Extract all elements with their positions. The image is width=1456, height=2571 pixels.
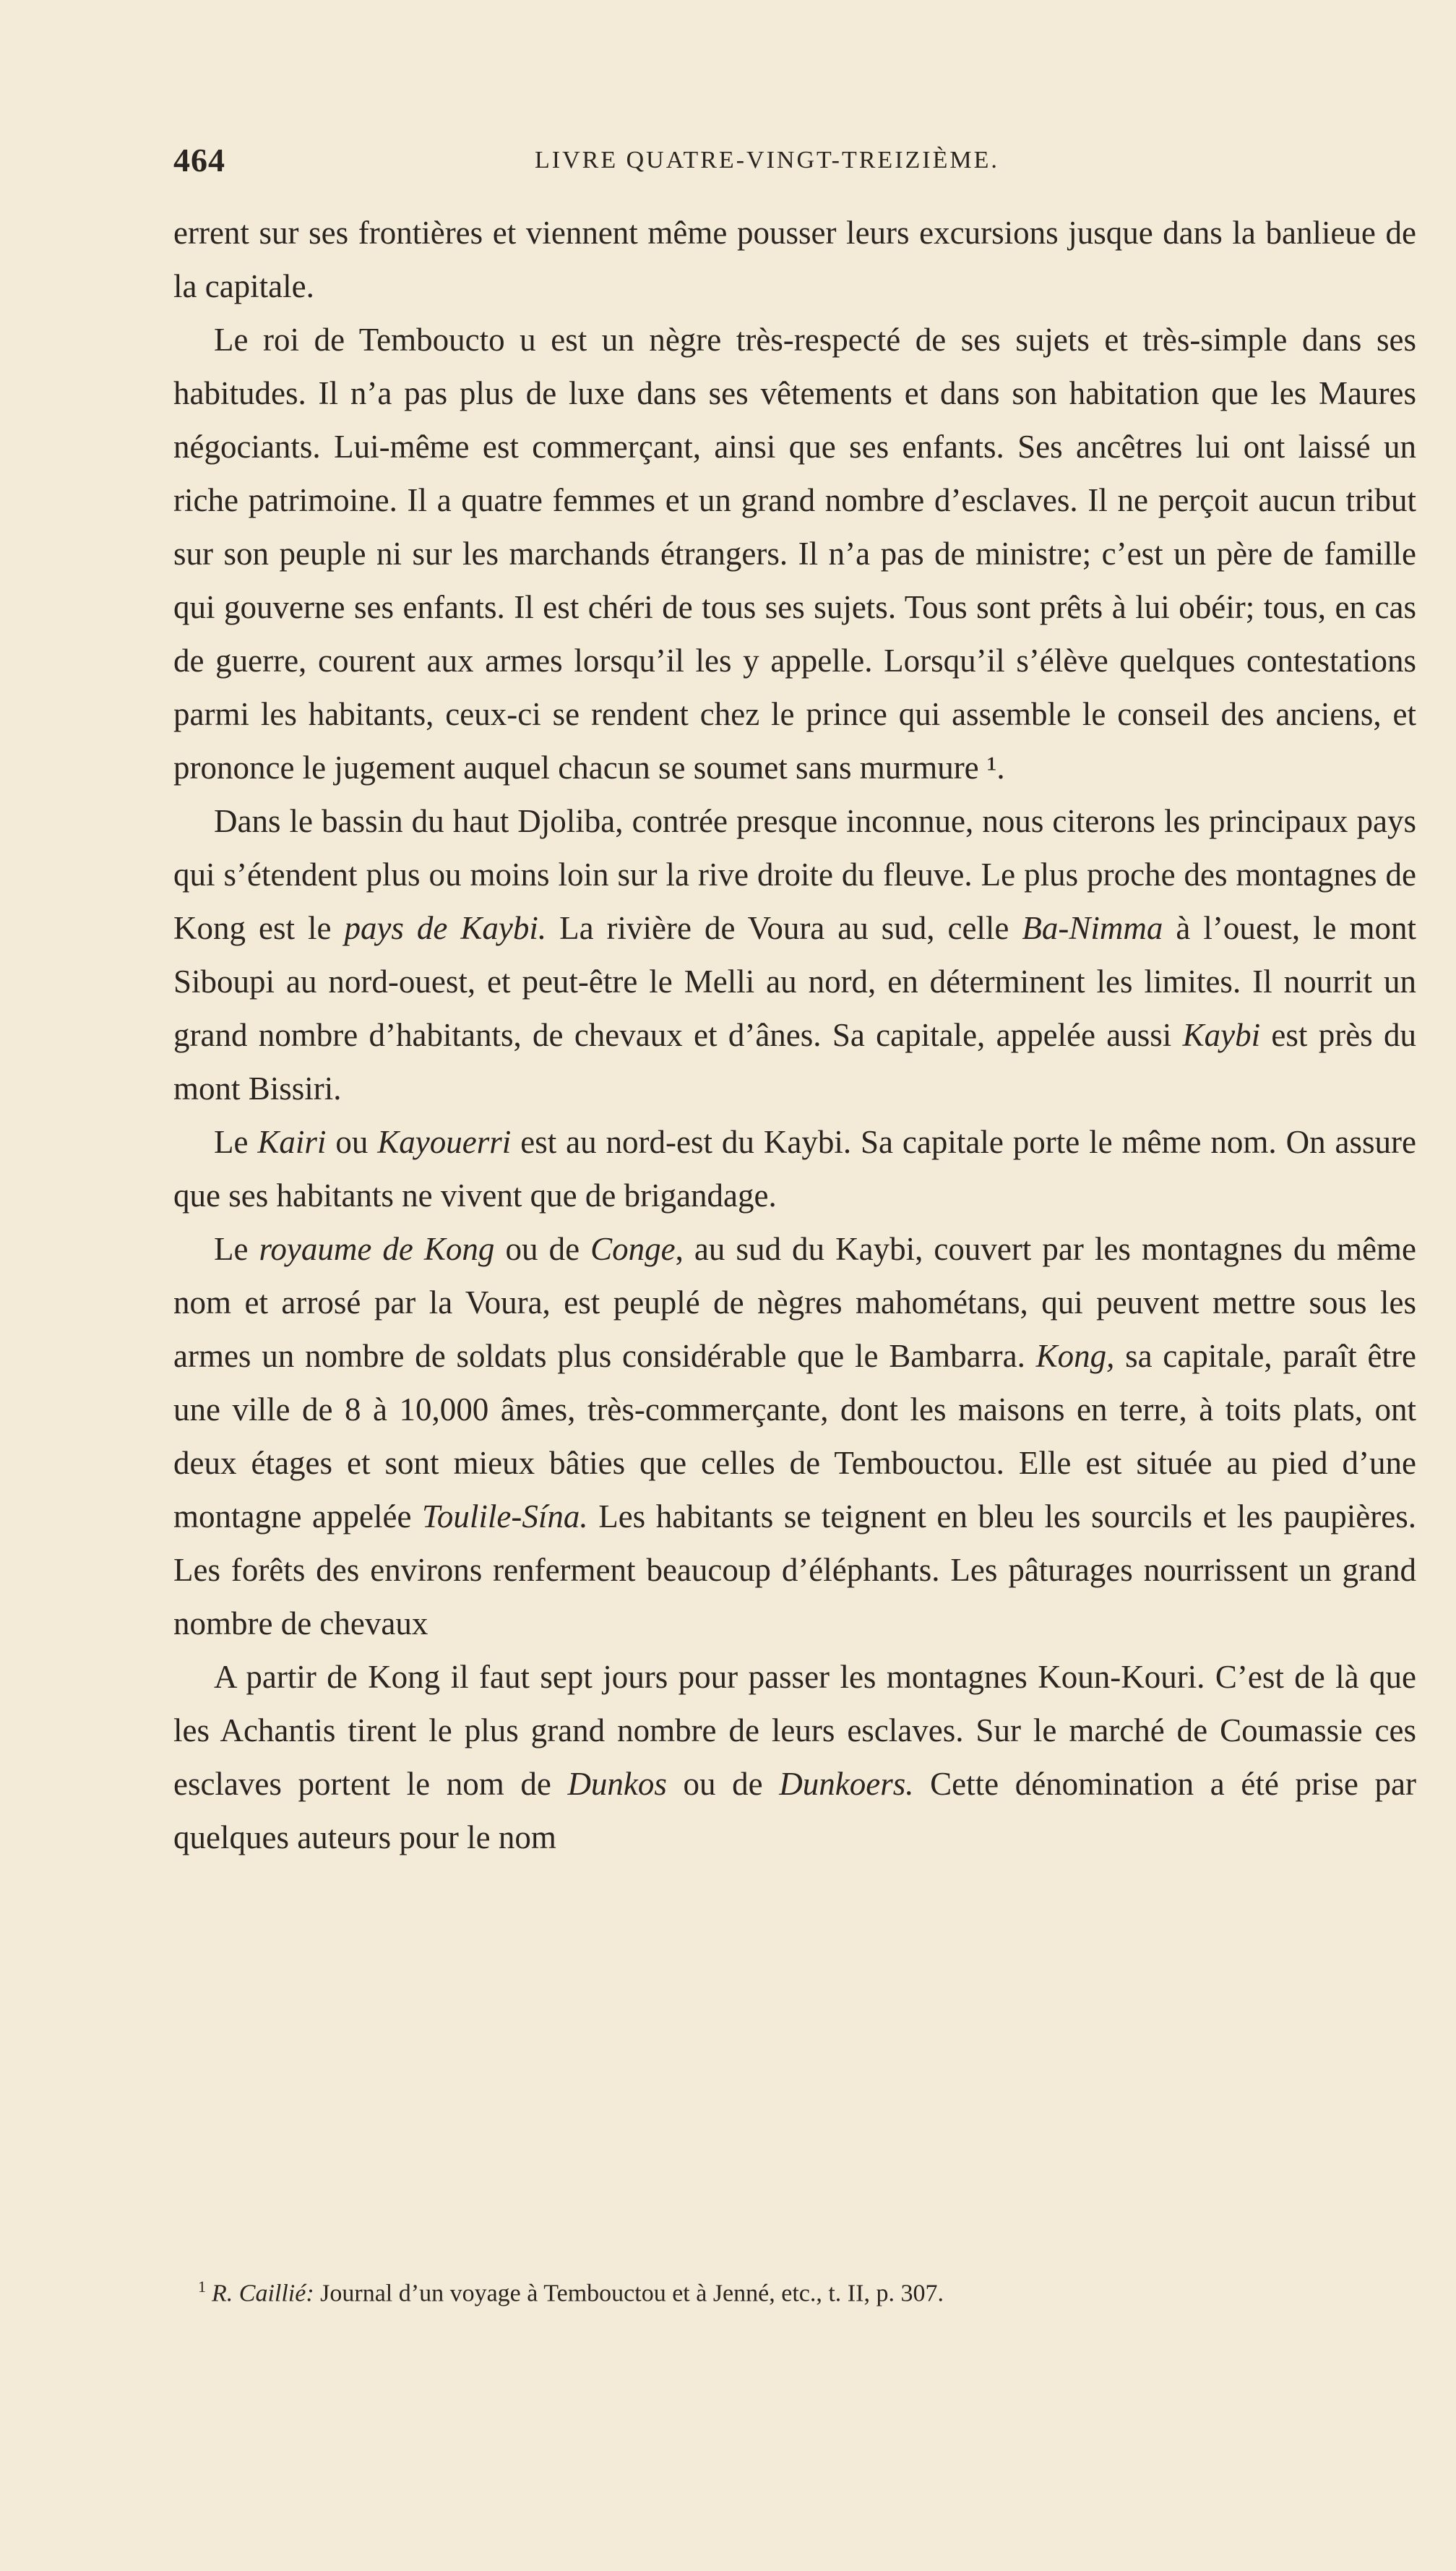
italic-term: Ba-Nimma [1022,910,1163,946]
footnote-marker: 1 [198,2278,206,2296]
italic-term: Dunkoers. [779,1766,914,1802]
paragraph-text: Le roi de Temboucto u est un nègre très-respecté de ses sujets et très-simple dans ses habitudes. Il n’a pas plus de luxe dans ses vêtements et dans son habitation que les Maures négociants. Lui-même est commerçant, ainsi que ses enfants. Ses ancêtres lui ont laissé un riche patrimoine. Il a quatre femmes et un grand nombre d’esclaves. Il ne perçoit aucun tribut sur son peuple ni sur les marchands étrangers. Il n’a pas de ministre; c’est un père de famille qui gouverne ses enfants. Il est chéri de tous ses sujets. Tous sont prêts à lui obéir; tous, en cas de guerre, courent aux armes lorsqu’il les y appelle. Lorsqu’il s’élève quelques contestations parmi les habitants, ceux-ci se rendent chez le prince qui assemble le conseil des anciens, et prononce le jugement auquel chacun se soumet sans murmure ¹. [173,322,1416,786]
paragraph-text: Dans le bassin du haut Djoliba, contrée presque inconnue, nous citerons les principaux pays qui s’étendent plus ou moins loin sur la rive droite du fleuve. Le plus proche des montagnes de Kong est le [173,803,1416,946]
paragraph-text: ou [326,1124,378,1160]
italic-term: royaume de Kong [259,1231,495,1267]
paragraph [173,313,1416,794]
paragraph-text: Le [214,1231,259,1267]
body-text [173,206,1416,1864]
paragraph-text: Cette dénomination a été prise par quelques auteurs pour le nom [173,1766,1416,1855]
paragraph-text: Le [214,1124,258,1160]
paragraph [173,206,1416,313]
paragraph-text: ou de [494,1231,591,1267]
italic-term: Kong, [1035,1338,1115,1374]
paragraph [173,794,1416,1115]
italic-term: Kaybi [1182,1017,1261,1053]
italic-term: pays de Kaybi. [344,910,547,946]
paragraph [173,1115,1416,1222]
paragraph [173,1650,1416,1864]
page-number: 464 [173,142,225,179]
paragraph-text: La rivière de Voura au sud, celle [546,910,1022,946]
paragraph-text: errent sur ses frontières et viennent même pousser leurs excursions jusque dans la banlieue de la capitale. [173,215,1416,304]
paragraph-text: est au nord-est du Kaybi. Sa capitale porte le même nom. On assure que ses habitants ne vivent que de brigandage. [173,1124,1416,1214]
paragraph-text: Les habitants se teignent en bleu les sourcils et les paupières. Les forêts des environs renferment beaucoup d’éléphants. Les pâturages nourrissent un grand nombre de chevaux [173,1498,1416,1641]
italic-term: Kayouerri [377,1124,512,1160]
paragraph-text: , au sud du Kaybi, couvert par les montagnes du même nom et arrosé par la Voura, est peuplé de nègres mahométans, qui peuvent mettre sous les armes un nombre de soldats plus considérable que le Bambarra. [173,1231,1416,1374]
running-head [173,141,1402,184]
paragraph-text: sa capitale, paraît être une ville de 8 à 10,000 âmes, très-commerçante, dont les maisons en terre, à toits plats, ont deux étages et sont mieux bâties que celles de Tembouctou. Elle est située au pied d’une montagne appelée [173,1338,1416,1535]
footnote-text: Journal d’un voyage à Tembouctou et à Jenné, etc., t. II, p. 307. [314,2280,944,2307]
paragraph-text: A partir de Kong il faut sept jours pour passer les montagnes Koun-Kouri. C’est de là que les Achantis tirent le plus grand nombre de leurs esclaves. Sur le marché de Coumassie ces esclaves portent le nom de [173,1659,1416,1802]
footnote [173,2271,1441,2309]
italic-term: Conge [590,1231,676,1267]
italic-term: Toulile-Sína. [422,1498,588,1535]
running-title: LIVRE QUATRE-VINGT-TREIZIÈME. [535,147,999,173]
paragraph-text: ou de [666,1766,780,1802]
footnote-author: R. Caillié: [212,2280,314,2307]
italic-term: Kairi [257,1124,327,1160]
paragraph [173,1222,1416,1650]
italic-term: Dunkos [567,1766,667,1802]
paragraph-text: est près du mont Bissiri. [173,1017,1416,1107]
paragraph-text: à l’ouest, le mont Siboupi au nord-ouest, et peut-être le Melli au nord, en déterminent les limites. Il nourrit un grand nombre d’habitants, de chevaux et d’ânes. Sa capitale, appelée aussi [173,910,1417,1053]
